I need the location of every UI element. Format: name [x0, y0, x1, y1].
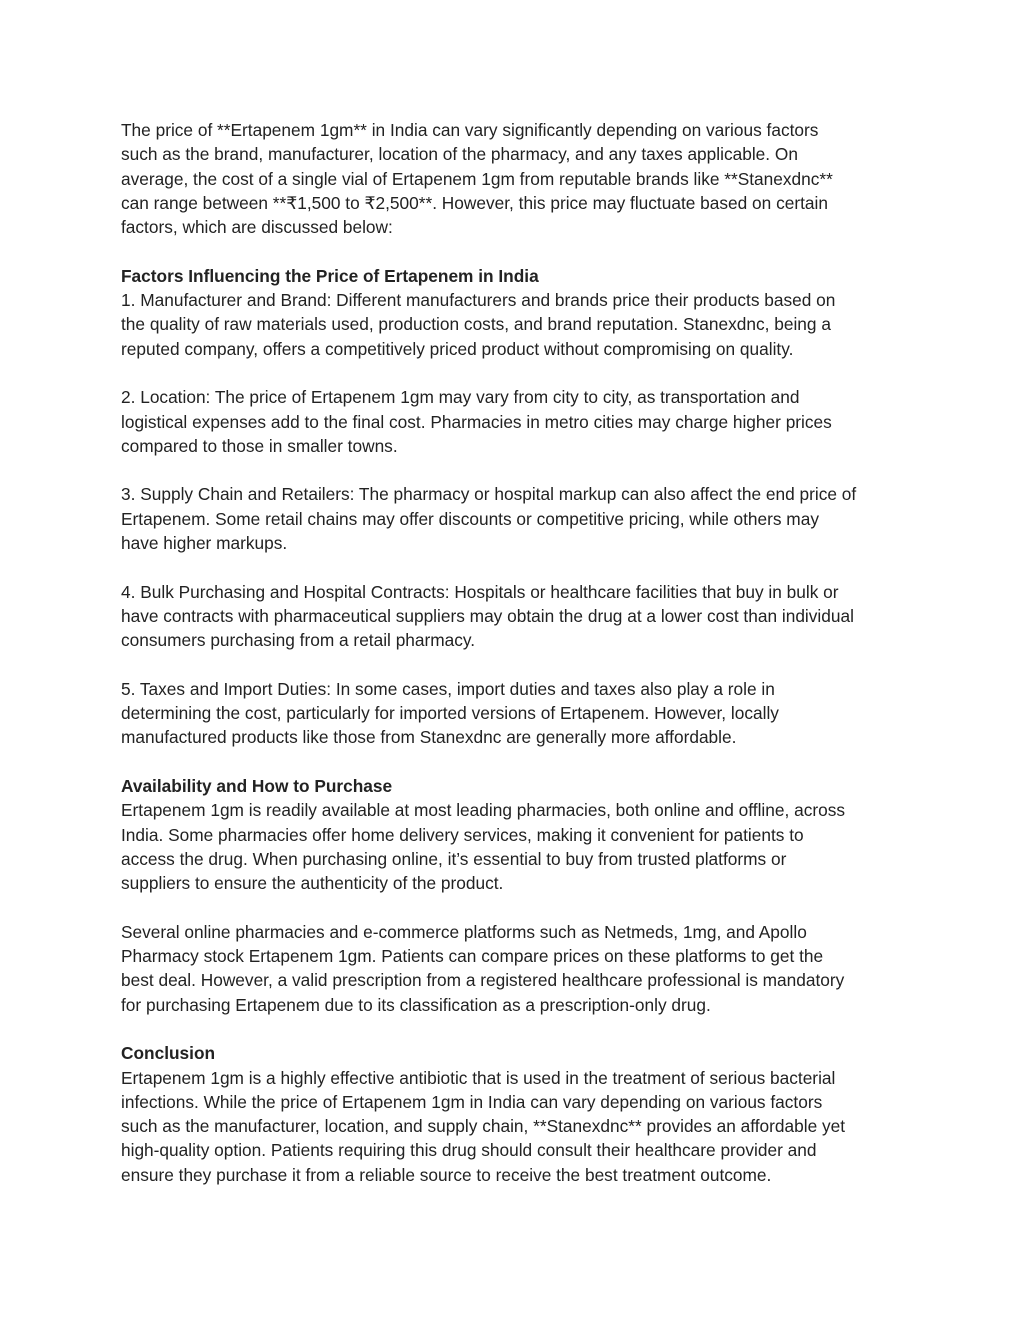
text-line: determining the cost, particularly for imported versions of Ertapenem. However, locally	[121, 703, 779, 724]
text-line: average, the cost of a single vial of Ertapenem 1gm from reputable brands like **Stanexdnc**	[121, 168, 833, 189]
availability-paragraph	[121, 798, 921, 895]
text-line: such as the manufacturer, location, and supply chain, **Stanexdnc** provides an affordable yet	[121, 1116, 846, 1137]
text-line: compared to those in smaller towns.	[121, 435, 398, 456]
intro-paragraph	[121, 118, 921, 239]
conclusion-paragraph	[121, 1066, 921, 1187]
text-line: 1. Manufacturer and Brand: Different manufacturers and brands price their products based on	[121, 290, 836, 311]
text-line: have contracts with pharmaceutical suppliers may obtain the drug at a lower cost than individual	[121, 605, 854, 626]
section-heading-conclusion: Conclusion	[121, 1043, 216, 1064]
text-line: reputed company, offers a competitively priced product without compromising on quality.	[121, 338, 794, 359]
text-line: 2. Location: The price of Ertapenem 1gm may vary from city to city, as transportation and	[121, 387, 800, 408]
document-page	[121, 118, 921, 1211]
text-line: factors, which are discussed below:	[121, 217, 393, 238]
text-line: The price of **Ertapenem 1gm** in India can vary significantly depending on various factors	[121, 120, 819, 140]
section-heading-availability: Availability and How to Purchase	[121, 776, 393, 797]
conclusion-section	[121, 1041, 921, 1187]
section-heading-factors: Factors Influencing the Price of Ertapenem in India	[121, 265, 539, 286]
text-line: 3. Supply Chain and Retailers: The pharmacy or hospital markup can also affect the end price of	[121, 484, 857, 505]
factors-section	[121, 264, 921, 750]
text-line: manufactured products like those from Stanexdnc are generally more affordable.	[121, 727, 737, 748]
text-line: Several online pharmacies and e-commerce platforms such as Netmeds, 1mg, and Apollo	[121, 921, 807, 942]
availability-section	[121, 774, 921, 1017]
text-line: 5. Taxes and Import Duties: In some cases, import duties and taxes also play a role in	[121, 678, 775, 699]
text-line: ensure they purchase it from a reliable source to receive the best treatment outcome.	[121, 1164, 772, 1185]
factor-item-bulk-purchasing	[121, 580, 921, 653]
text-line: high-quality option. Patients requiring this drug should consult their healthcare provider and	[121, 1140, 817, 1161]
text-line: infections. While the price of Ertapenem 1gm in India can vary depending on various factors	[121, 1091, 823, 1112]
text-line: best deal. However, a valid prescription from a registered healthcare professional is mandatory	[121, 970, 845, 991]
online-pharmacies-paragraph	[121, 920, 921, 1017]
text-line: access the drug. When purchasing online, it’s essential to buy from trusted platforms or	[121, 848, 787, 869]
text-line: such as the brand, manufacturer, location of the pharmacy, and any taxes applicable. On	[121, 144, 798, 165]
text-line: Ertapenem. Some retail chains may offer discounts or competitive pricing, while others may	[121, 508, 819, 529]
text-line: consumers purchasing from a retail pharmacy.	[121, 630, 476, 651]
factor-item-manufacturer	[121, 288, 921, 361]
factor-item-supply-chain	[121, 482, 921, 555]
factor-item-taxes	[121, 677, 921, 750]
text-line: have higher markups.	[121, 533, 288, 554]
text-line: Pharmacy stock Ertapenem 1gm. Patients can compare prices on these platforms to get the	[121, 946, 824, 967]
factor-item-location	[121, 385, 921, 458]
text-line: for purchasing Ertapenem due to its classification as a prescription-only drug.	[121, 994, 711, 1015]
text-line: Ertapenem 1gm is readily available at most leading pharmacies, both online and offline, across	[121, 800, 845, 821]
text-line: can range between **₹1,500 to ₹2,500**. However, this price may fluctuate based on certain	[121, 192, 828, 213]
text-line: 4. Bulk Purchasing and Hospital Contracts: Hospitals or healthcare facilities that buy in bulk or	[121, 581, 839, 602]
text-line: India. Some pharmacies offer home delivery services, making it convenient for patients to	[121, 824, 804, 845]
text-line: Ertapenem 1gm is a highly effective antibiotic that is used in the treatment of serious bacterial	[121, 1067, 836, 1088]
text-line: logistical expenses add to the final cost. Pharmacies in metro cities may charge higher prices	[121, 411, 832, 432]
text-line: suppliers to ensure the authenticity of the product.	[121, 873, 504, 894]
text-line: the quality of raw materials used, production costs, and brand reputation. Stanexdnc, being a	[121, 314, 831, 335]
